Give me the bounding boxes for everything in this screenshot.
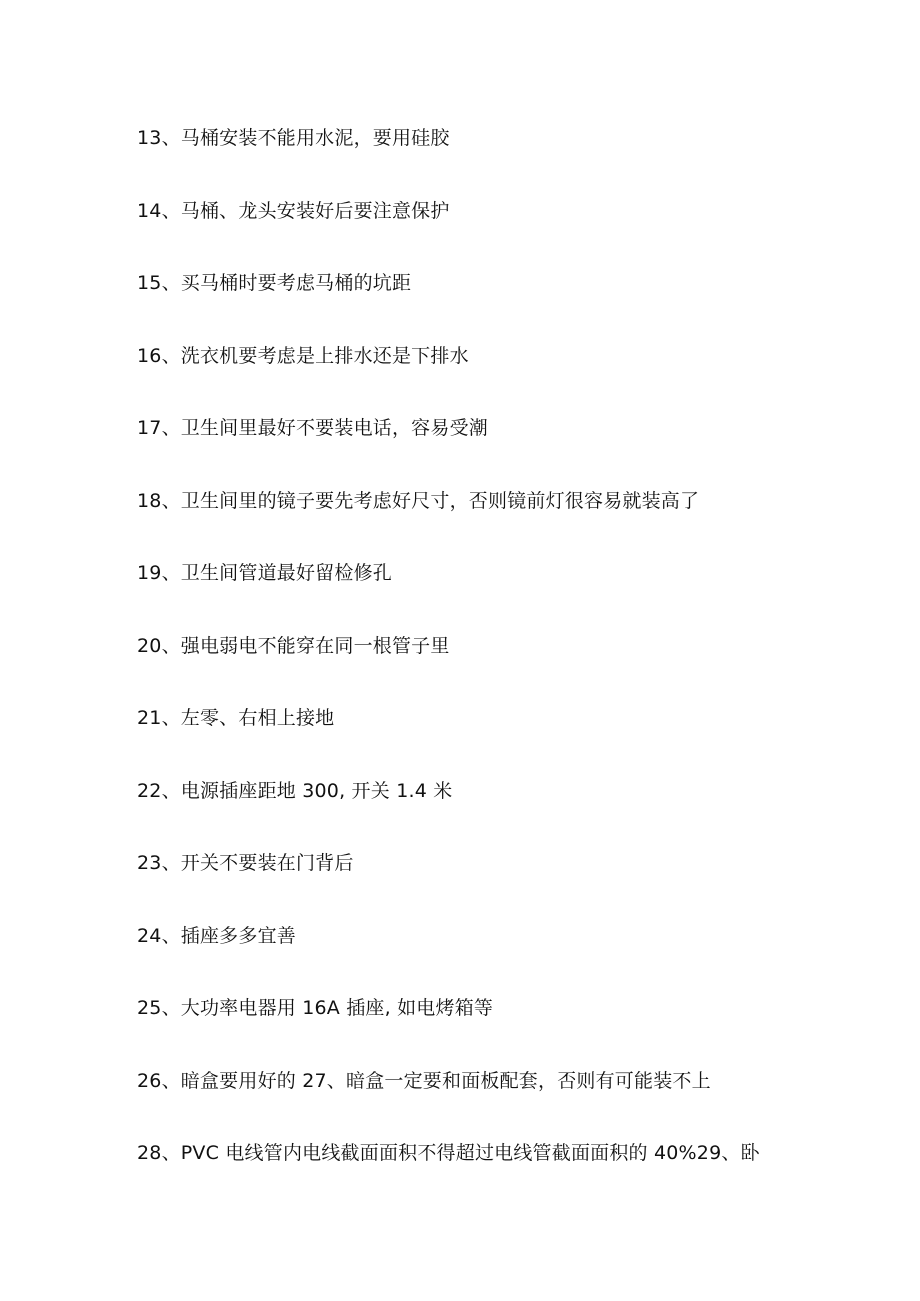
tip-line-18: 18、卫生间里的镜子要先考虑好尺寸，否则镜前灯很容易就装高了: [137, 489, 700, 512]
tip-line-23: 23、开关不要装在门背后: [137, 852, 354, 874]
tip-line-13: 13、马桶安装不能用水泥，要用硅胶: [137, 127, 450, 149]
tip-line-15: 15、买马桶时要考虑马桶的坑距: [137, 272, 412, 294]
tip-line-19: 19、卫生间管道最好留检修孔: [137, 562, 392, 584]
tip-line-20: 20、强电弱电不能穿在同一根管子里: [137, 634, 450, 657]
tip-line-21: 21、左零、右相上接地: [137, 707, 335, 729]
tip-line-14: 14、马桶、龙头安装好后要注意保护: [137, 199, 450, 222]
tip-line-16: 16、洗衣机要考虑是上排水还是下排水: [137, 344, 469, 367]
tip-line-26-27: 26、暗盒要用好的 27、暗盒一定要和面板配套，否则有可能装不上: [137, 1069, 711, 1092]
tip-line-28-29: 28、PVC 电线管内电线截面面积不得超过电线管截面面积的 40%29、卧: [137, 1142, 760, 1164]
tips-list: [137, 121, 897, 1209]
tip-line-25: 25、大功率电器用 16A 插座, 如电烤箱等: [137, 997, 494, 1019]
tip-line-24: 24、插座多多宜善: [137, 924, 296, 947]
tip-line-22: 22、电源插座距地 300, 开关 1.4 米: [137, 779, 453, 802]
tip-line-17: 17、卫生间里最好不要装电话，容易受潮: [137, 417, 488, 439]
